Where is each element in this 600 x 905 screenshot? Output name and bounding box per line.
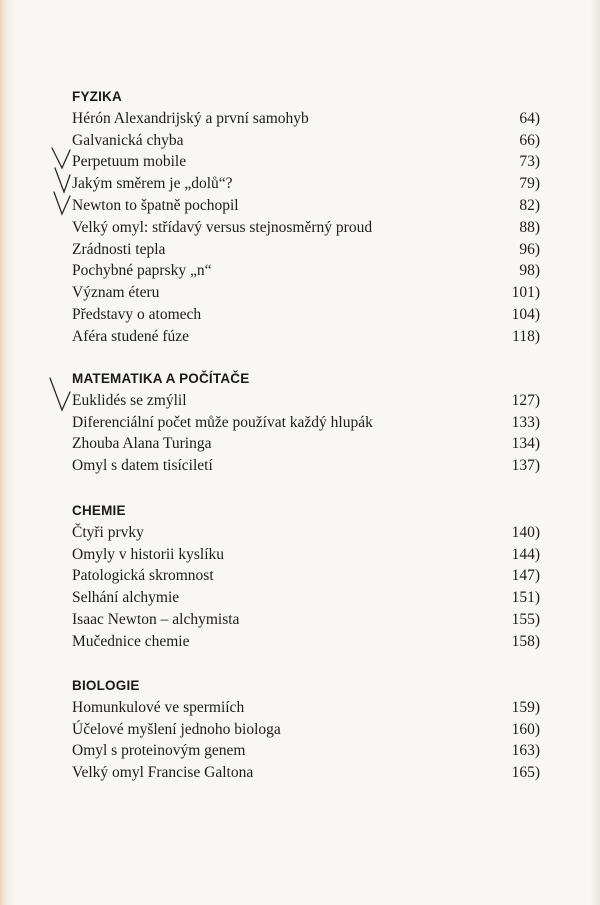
entry-page-number: 144) <box>511 545 540 563</box>
entry-page-number: 88) <box>519 218 540 236</box>
toc-entry <box>72 740 540 762</box>
toc-section <box>72 675 540 784</box>
toc-entry <box>72 151 540 173</box>
section-heading: MATEMATIKA A POČÍTAČE <box>72 371 250 386</box>
toc-entry <box>72 130 540 152</box>
entry-title: Galvanická chyba <box>72 131 184 149</box>
toc-entry <box>72 304 540 326</box>
entry-title: Hérón Alexandrijský a první samohyb <box>72 109 309 127</box>
entry-page-number: 160) <box>511 720 540 738</box>
entry-title: Omyl s proteinovým genem <box>72 742 246 760</box>
entry-page-number: 66) <box>519 131 540 149</box>
entry-title: Velký omyl Francise Galtona <box>72 764 254 782</box>
toc-entry <box>72 412 540 434</box>
section-heading: CHEMIE <box>72 503 126 518</box>
entry-page-number: 98) <box>519 262 540 280</box>
entry-page-number: 134) <box>511 435 540 453</box>
entry-title: Čtyři prvky <box>72 523 144 541</box>
toc-entry <box>72 433 540 455</box>
toc-entry <box>72 390 540 412</box>
toc-entry <box>72 631 540 653</box>
entry-title: Euklidés se zmýlil <box>72 391 187 409</box>
entry-title: Newton to špatně pochopil <box>72 196 239 214</box>
toc-entry <box>72 260 540 282</box>
entry-title: Selhání alchymie <box>72 589 180 607</box>
toc-entry <box>72 587 540 609</box>
entry-page-number: 133) <box>511 413 540 431</box>
entry-page-number: 73) <box>519 153 540 171</box>
entry-title: Diferenciální počet může používat každý hlupák <box>72 413 373 431</box>
entry-page-number: 151) <box>511 589 540 607</box>
entry-page-number: 64) <box>519 109 540 127</box>
entry-title: Homunkulové ve spermiích <box>72 698 245 716</box>
toc-section <box>72 500 540 653</box>
entry-title: Omyl s datem tisíciletí <box>72 457 213 475</box>
entry-title: Význam éteru <box>72 284 160 302</box>
entry-title: Pochybné paprsky „n“ <box>72 262 212 280</box>
toc-entry <box>72 719 540 741</box>
entry-title: Jakým směrem je „dolů“? <box>72 175 233 193</box>
entry-title: Velký omyl: střídavý versus stejnosměrný proud <box>72 218 373 236</box>
entry-page-number: 127) <box>511 391 540 409</box>
toc-entry <box>72 108 540 130</box>
section-heading: FYZIKA <box>72 89 122 104</box>
section-heading: BIOLOGIE <box>72 678 140 693</box>
entry-title: Perpetuum mobile <box>72 153 187 171</box>
entry-page-number: 165) <box>511 764 540 782</box>
entry-page-number: 159) <box>511 698 540 716</box>
entry-page-number: 163) <box>511 742 540 760</box>
entry-page-number: 96) <box>519 240 540 258</box>
entry-title: Představy o atomech <box>72 305 202 323</box>
entry-page-number: 158) <box>511 632 540 650</box>
toc-section <box>72 86 540 348</box>
toc-entry <box>72 282 540 304</box>
toc-entry <box>72 195 540 217</box>
toc-entry <box>72 522 540 544</box>
toc-entry <box>72 239 540 261</box>
entry-title: Účelové myšlení jednoho biologa <box>72 720 281 738</box>
entry-page-number: 101) <box>511 284 540 302</box>
entry-page-number: 140) <box>511 523 540 541</box>
entry-page-number: 147) <box>511 567 540 585</box>
toc-entry <box>72 697 540 719</box>
toc-entry <box>72 326 540 348</box>
entry-title: Isaac Newton – alchymista <box>72 610 240 628</box>
toc-entry <box>72 455 540 477</box>
entry-title: Zrádnosti tepla <box>72 240 166 258</box>
toc-entry <box>72 762 540 784</box>
entry-title: Patologická skromnost <box>72 567 214 585</box>
entry-title: Mučednice chemie <box>72 632 190 650</box>
entry-page-number: 104) <box>511 305 540 323</box>
entry-title: Aféra studené fúze <box>72 327 190 345</box>
entry-page-number: 137) <box>511 457 540 475</box>
entry-page-number: 118) <box>512 327 540 345</box>
toc-entry <box>72 217 540 239</box>
toc-entry <box>72 544 540 566</box>
toc-section <box>72 368 540 477</box>
toc-entry <box>72 173 540 195</box>
entry-title: Omyly v historii kyslíku <box>72 545 224 563</box>
entry-page-number: 82) <box>519 196 540 214</box>
entry-page-number: 155) <box>511 610 540 628</box>
entry-title: Zhouba Alana Turinga <box>72 435 212 453</box>
toc-entry <box>72 565 540 587</box>
entry-page-number: 79) <box>519 175 540 193</box>
toc-entry <box>72 609 540 631</box>
